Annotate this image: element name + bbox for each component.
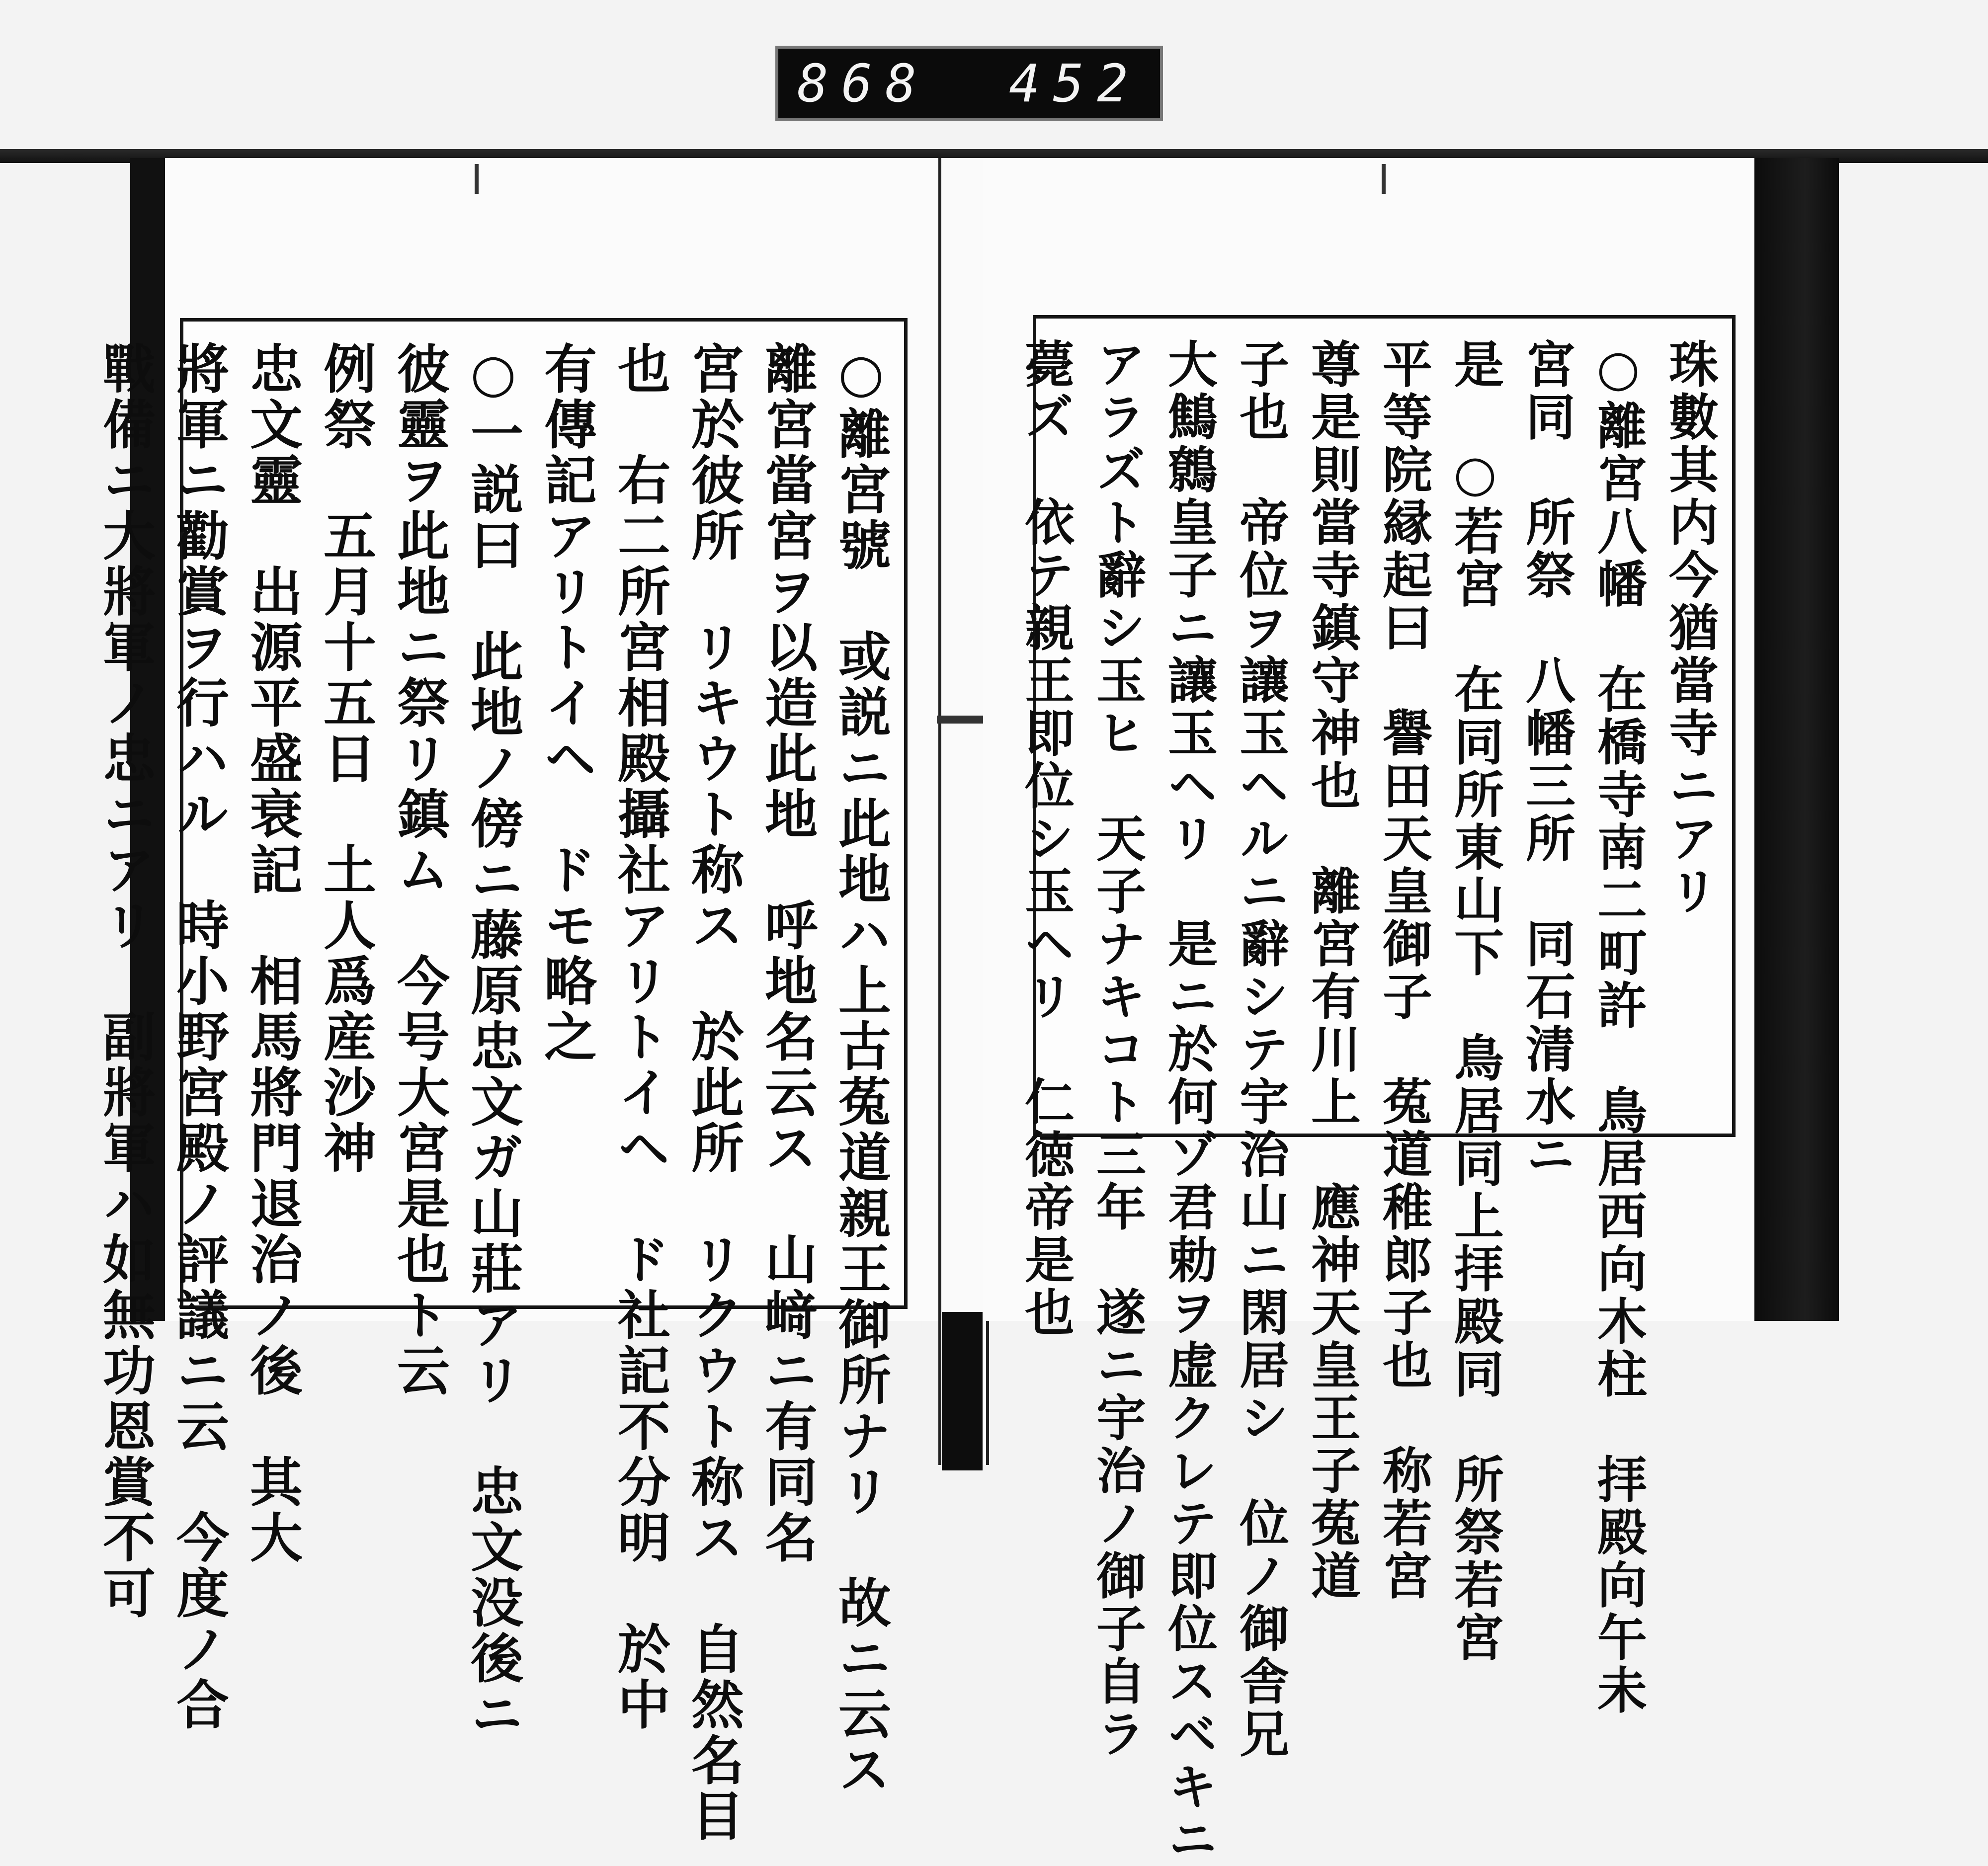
left-page [94,158,938,1844]
text-column: 大鷦鷯皇子ニ讓玉ヘリ 是ニ於何ゾ君勅ヲ虚クレテ即位スベキニ [1160,338,1218,1866]
text-column: 尊是則當寺鎮守神也 離宮有川上 應神天皇王子菟道 [1303,338,1361,1603]
book-edge-right [1754,158,1839,1321]
text-column: 忠文靈 出源平盛衰記 相馬將門退治ノ後 其大 [242,341,304,1566]
left-text-columns [94,341,892,1844]
text-column: 將軍ニ勸賞ヲ行ハル 時小野宮殿ノ評議ニ云 今度ノ合 [168,341,230,1733]
text-column: 宮於彼所 リキウト称ス 於此所 リクウト称ス 自然名目 [683,341,745,1844]
text-column: 是 ○若宮 在同所東山下 鳥居同上拝殿同 所祭若宮 [1446,338,1504,1664]
text-column: ○離宮八幡 在橋寺南二町許 鳥居西向木柱 拝殿向午未 [1589,338,1648,1717]
left-text-frame [94,318,908,1844]
text-column: 離宮當宮ヲ以造此地 呼地名云ス 山﨑ニ有同名 [756,341,819,1566]
text-column: 珠數其内今猶當寺ニアリ [1660,338,1719,918]
right-page [983,158,1754,1866]
text-column: 有傳記アリトイヘ ドモ略之 [536,341,598,1065]
text-column: 子也 帝位ヲ讓玉ヘルニ辭シテ宇治山ニ閑居シ 位ノ御舎兄 [1231,338,1290,1761]
text-column: アラズト辭シ玉ヒ 天子ナキコト三年 遂ニ宇治ノ御子自ラ [1088,338,1147,1761]
text-column: ○一説曰 此地ノ傍ニ藤原忠文ガ山莊アリ 忠文没後ニ [462,341,524,1742]
scan-mark [1382,164,1386,194]
text-column: 平等院縁起曰 譽田天皇御子 菟道稚郎子也 称若宮 [1374,338,1433,1603]
frame-number: 452 [1009,53,1141,114]
text-column: 彼靈ヲ此地ニ祭リ鎮ム 今号大宮是也ト云 [389,341,451,1399]
right-text-frame [1016,315,1736,1866]
right-text-columns [1016,338,1719,1866]
text-column: 也 右二所宮相殿攝社アリトイヘ ド社記不分明 於中 [609,341,671,1733]
text-column: 戰備ニ大將軍ノ忠ニアリ 副將軍ハ如無功恩賞不可 [94,341,157,1622]
spine-shadow [942,1312,983,1470]
text-column: 薨ズ 依テ親王即位シ玉ヘリ 仁徳帝是也 [1016,338,1075,1339]
text-column: 宮同 所祭 八幡三所 同石清水ニ [1517,338,1576,1181]
microfilm-frame-label [775,46,1163,121]
reel-number: 868 [797,53,929,114]
book-spine [938,158,989,1465]
scan-mark [475,164,479,194]
text-column: 例祭 五月十五日 土人爲産沙神 [315,341,377,1176]
text-column: ○離宮號 或説ニ此地ハ上古菟道親王御所ナリ 故ニ云ス [830,341,892,1798]
